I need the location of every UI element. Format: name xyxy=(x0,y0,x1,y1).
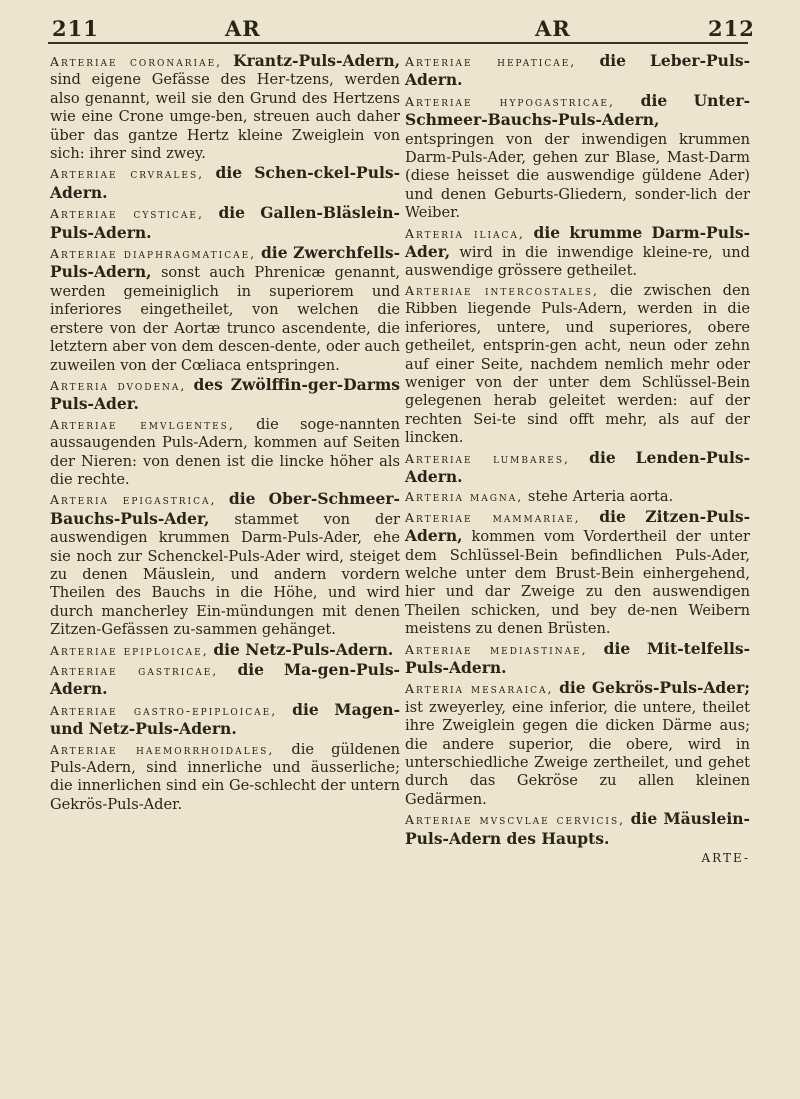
entry-latin-term: Arteriae mediastinae, xyxy=(405,641,588,657)
entry-german-name: die Ober-Schmeer-Bauchs-Puls-Ader, xyxy=(50,489,400,528)
catchword: ARTE- xyxy=(701,851,750,866)
entry-latin-term: Arteria mesaraica, xyxy=(405,681,554,697)
entry-description: wird in die inwendige kleine-re, und auswendige grössere getheilet. xyxy=(405,244,751,280)
entry-latin-term: Arteriae mammariae, xyxy=(405,509,581,525)
right-column xyxy=(405,52,750,865)
dictionary-entry xyxy=(405,679,750,809)
dictionary-entry xyxy=(405,282,750,448)
entry-german-name: die Schen-ckel-Puls-Adern. xyxy=(50,163,401,202)
entry-german-name: die Mit-telfells-Puls-Adern. xyxy=(405,638,751,677)
entry-german-name: Krantz-Puls-Adern, xyxy=(233,51,400,70)
entry-latin-term: Arteria dvodena, xyxy=(50,377,187,393)
guide-word-left: AR xyxy=(225,16,261,41)
dictionary-entry xyxy=(405,52,750,91)
entry-latin-term: Arteriae gastro-epiploicae, xyxy=(50,702,278,718)
dictionary-entry xyxy=(405,508,750,639)
entry-description: die soge-nannten aussaugenden Puls-Adern, kommen auf Seiten der Nieren: von denen ist die lincke höher als die rechte. xyxy=(50,415,400,488)
entry-description: stehe Arteria aorta. xyxy=(527,488,674,506)
entry-german-name: die Netz-Puls-Adern. xyxy=(213,639,394,659)
running-header xyxy=(0,6,800,42)
dictionary-entry xyxy=(50,661,400,700)
dictionary-entry xyxy=(405,449,750,488)
dictionary-entry xyxy=(50,741,400,815)
entry-description: sonst auch Phrenicæ genannt, werden gemeiniglich in superiorem und inferiores eingetheilet, von welchen die erstere von der Aortæ trunco ascendente, die letztern aber von dem descen-dente, oder auch zuweilen von der Cœliaca entspringen. xyxy=(50,264,401,374)
entry-latin-term: Arteriae emvlgentes, xyxy=(50,416,235,432)
entry-german-name: die krumme Darm-Puls-Ader, xyxy=(405,222,751,262)
entry-latin-term: Arteria iliaca, xyxy=(405,225,525,241)
entry-latin-term: Arteriae epiploicae, xyxy=(50,642,209,658)
entry-german-name: die Gallen-Bläslein-Puls-Adern. xyxy=(50,203,400,242)
entry-german-name: die Lenden-Puls-Adern. xyxy=(405,447,751,486)
dictionary-entry xyxy=(50,244,400,375)
entry-description: die güldenen Puls-Adern, sind innerliche und äusserliche; die innerlichen sind ein Ge-schlecht der untern Gekrös-Puls-Ader. xyxy=(50,740,400,813)
left-column xyxy=(50,52,400,815)
entry-german-name: die Zitzen-Puls-Adern, xyxy=(405,506,750,546)
dictionary-entry xyxy=(50,701,400,740)
dictionary-entry xyxy=(50,52,400,163)
dictionary-entry xyxy=(405,640,750,679)
entry-latin-term: Arteriae crvrales, xyxy=(50,166,205,182)
page-number-right: 212 xyxy=(708,16,755,41)
entry-latin-term: Arteriae haemorrhoidales, xyxy=(50,741,275,757)
entry-german-name: die Mäuslein-Puls-Adern des Haupts. xyxy=(405,809,750,848)
dictionary-entry xyxy=(405,488,750,506)
page-number-left: 211 xyxy=(52,16,99,41)
entry-description: kommen vom Vordertheil der unter dem Schlüssel-Bein befindlichen Puls-Ader, welche unter dem Brust-Bein einhergehend, hier und dar Zweige zu den auswendigen Theilen schicken, und bey de-nen Weibern meistens zu denen Brüsten. xyxy=(405,528,750,638)
dictionary-entry xyxy=(405,224,750,281)
entry-latin-term: Arteriae intercostales, xyxy=(405,282,599,298)
entry-description: stammet von der auswendigen krummen Darm-Puls-Ader, ehe sie noch zur Schenckel-Puls-Ader wird, steiget zu denen Mäuslein, und andern vordern Theilen des Bauchs in die Höhe, und wird durch mancherley Ein-mündungen mit denen Zitzen-Gefässen zu-sammen gehänget. xyxy=(50,510,400,639)
entry-german-name: die Unter-Schmeer-Bauchs-Puls-Adern, xyxy=(405,90,751,130)
entry-description: sind eigene Gefässe des Her-tzens, werden also genannt, weil sie den Grund des Hertzens wie eine Crone umge-ben, streuen auch daher über das gantze Hertz kleine Zweiglein von sich: ihrer sind zwey. xyxy=(50,71,400,163)
entry-latin-term: Arteriae hepaticae, xyxy=(405,54,577,69)
entry-latin-term: Arteriae diaphragmaticae, xyxy=(50,246,257,262)
entry-description: ist zweyerley, eine inferior, die untere, theilet ihre Zweiglein gegen die dicken Därme aus; die andere superior, die obere, wird in unterschiedliche Zweige zertheilet, und gehet durch das Gekröse zu allen kleinen Gedärmen. xyxy=(405,698,750,808)
dictionary-entry xyxy=(405,810,750,849)
entry-german-name: die Gekrös-Puls-Ader; xyxy=(559,678,751,698)
entry-latin-term: Arteriae gastricae, xyxy=(50,663,219,678)
entry-latin-term: Arteriae mvscvlae cervicis, xyxy=(405,812,626,828)
entry-description: die zwischen den Ribben liegende Puls-Adern, werden in die inferiores, untere, und superiores, obere getheilet, entsprin-gen acht, neun oder zehn auf einer Seite, nachdem nemlich mehr oder weniger von der unter dem Schlüssel-Bein gelegenen herab geleitet werden: auf der rechten Sei-te sind offt mehr, als auf der lincken. xyxy=(405,281,751,447)
entry-german-name: die Zwerchfells-Puls-Adern, xyxy=(50,243,400,282)
entry-german-name: die Magen- und Netz-Puls-Adern. xyxy=(50,699,401,739)
entry-latin-term: Arteriae coronariae, xyxy=(50,54,223,69)
entry-german-name: die Ma-gen-Puls-Adern. xyxy=(50,660,400,699)
dictionary-entry xyxy=(50,376,400,415)
guide-word-right: AR xyxy=(535,16,571,41)
entry-german-name: des Zwölffin-ger-Darms Puls-Ader. xyxy=(50,374,400,414)
entry-latin-term: Arteria epigastrica, xyxy=(50,492,217,508)
entry-latin-term: Arteriae cysticae, xyxy=(50,206,204,222)
dictionary-entry xyxy=(50,490,400,639)
entry-latin-term: Arteriae hypogastricae, xyxy=(405,93,615,109)
entry-latin-term: Arteriae lumbares, xyxy=(405,450,570,466)
header-rule xyxy=(48,42,748,44)
dictionary-entry xyxy=(50,204,400,243)
dictionary-entry xyxy=(50,641,400,660)
dictionary-entry xyxy=(50,416,400,490)
entry-latin-term: Arteria magna, xyxy=(405,489,524,505)
entry-german-name: die Leber-Puls-Adern. xyxy=(405,51,750,90)
dictionary-entry xyxy=(405,92,750,223)
entry-description: entspringen von der inwendigen krummen Darm-Puls-Ader, gehen zur Blase, Mast-Darm (diese heisset die auswendige güldene Ader) und denen Geburts-Gliedern, sonder-lich der Weiber. xyxy=(405,130,750,222)
dictionary-entry xyxy=(50,164,400,203)
